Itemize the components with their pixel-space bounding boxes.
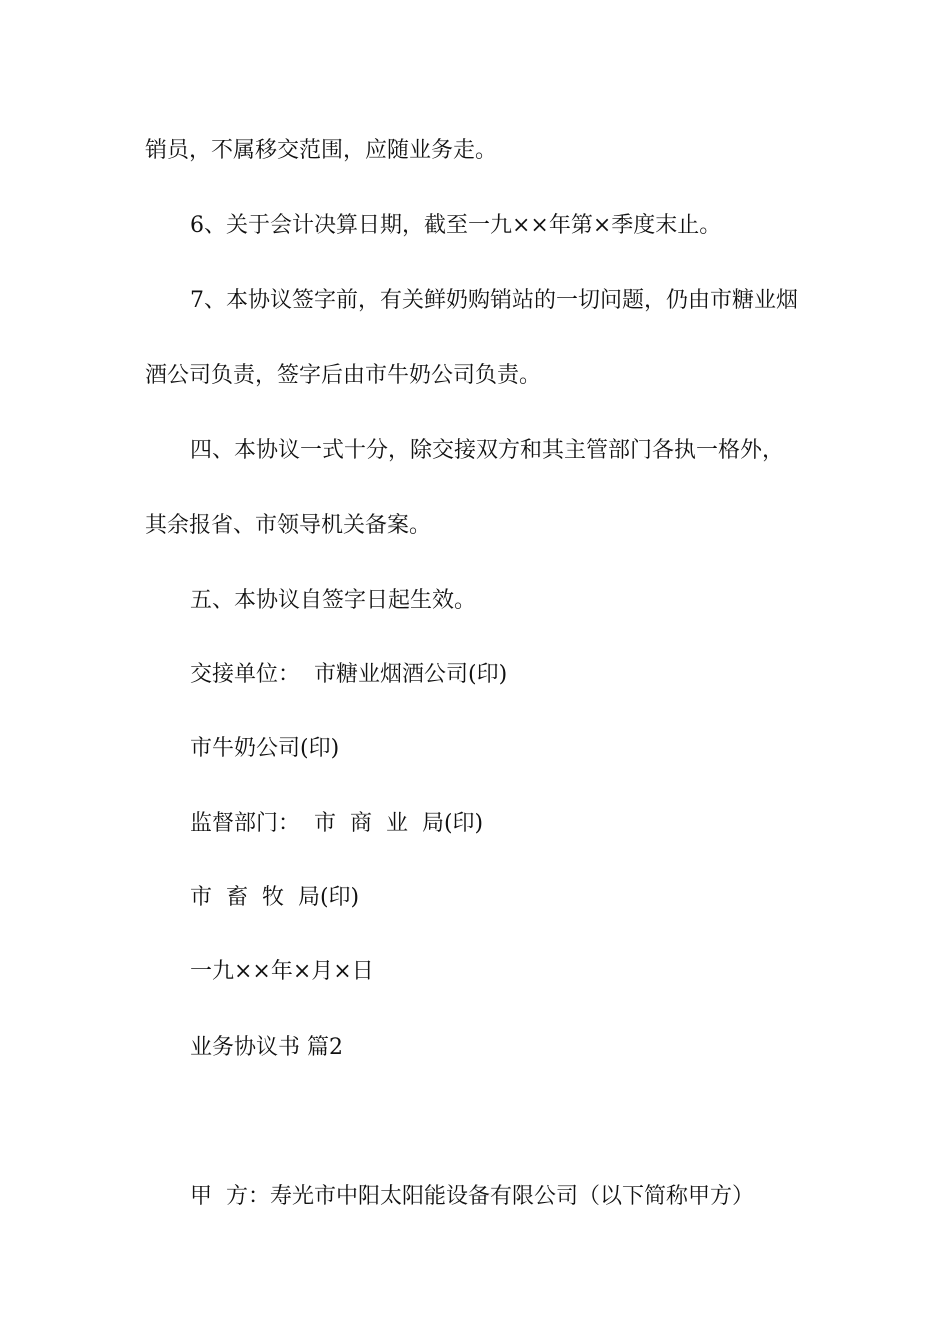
livestock-bureau-line: 市 畜 牧 局(印) (190, 885, 360, 910)
milk-company-line: 市牛奶公司(印) (190, 736, 340, 761)
paragraph-line-7: 五、本协议自签字日起生效。 (190, 588, 477, 613)
paragraph-line-6: 其余报省、市领导机关备案。 (145, 513, 432, 538)
supervision-line: 监督部门： 市 商 业 局(印) (190, 811, 484, 836)
date-line: 一九××年×月×日 (190, 959, 374, 984)
paragraph-line-3: 7、本协议签字前，有关鲜奶购销站的一切问题，仍由市糖业烟 (190, 288, 798, 313)
paragraph-line-2: 6、关于会计决算日期，截至一九××年第×季度末止。 (190, 213, 722, 238)
paragraph-line-4: 酒公司负责，签字后由市牛奶公司负责。 (145, 363, 542, 388)
party-a-line: 甲 方：寿光市中阳太阳能设备有限公司（以下简称甲方） (190, 1184, 754, 1209)
paragraph-line-5: 四、本协议一式十分，除交接双方和其主管部门各执一格外， (190, 438, 785, 463)
handover-unit-line: 交接单位： 市糖业烟酒公司(印) (190, 662, 508, 687)
section-heading: 业务协议书 篇2 (190, 1035, 343, 1060)
paragraph-line-1: 销员，不属移交范围，应随业务走。 (145, 138, 498, 163)
